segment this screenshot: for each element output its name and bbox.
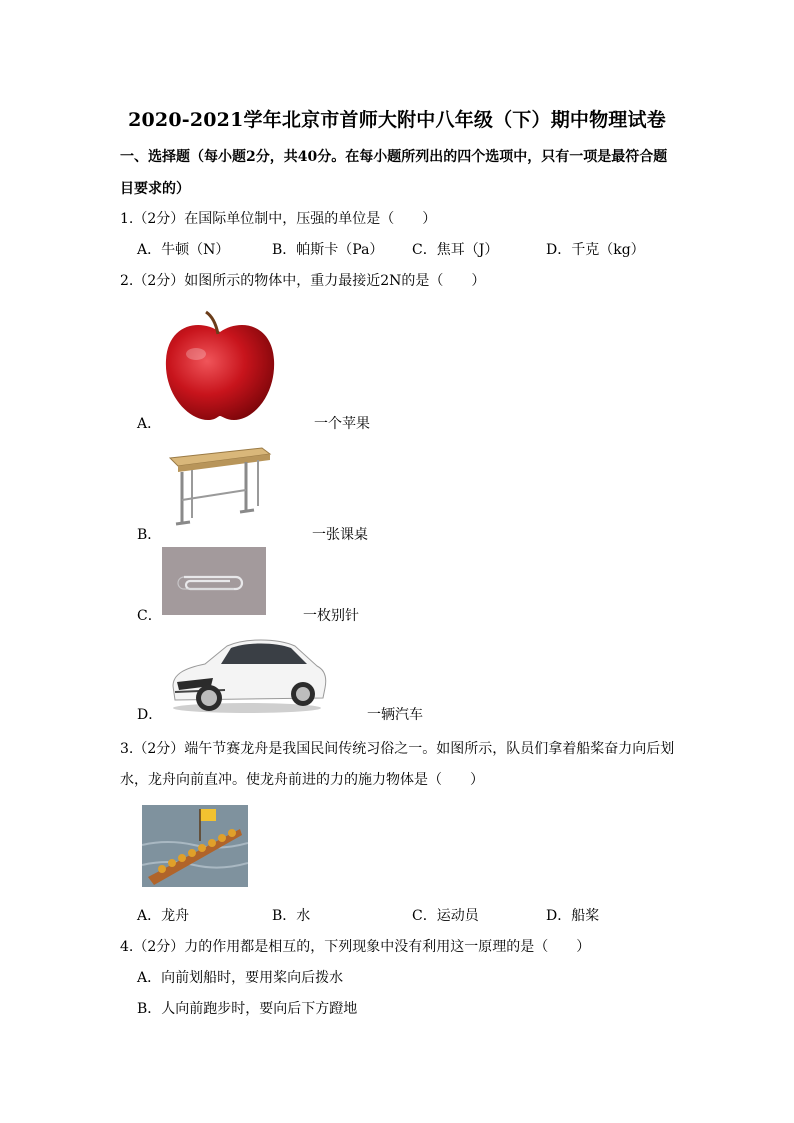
q4-option-b: B．人向前跑步时，要向后下方蹬地 (137, 1001, 358, 1017)
car-image (165, 632, 329, 716)
desk-image (162, 440, 272, 530)
question-3-stem-line1: 3.（2分）端午节赛龙舟是我国民间传统习俗之一。如图所示，队员们拿着船桨奋力向后划 (120, 741, 675, 757)
question-2-stem: 2.（2分）如图所示的物体中，重力最接近2N的是（ ） (120, 273, 486, 289)
q1-option-c: C．焦耳（J） (412, 242, 499, 258)
q3-option-d: D．船桨 (546, 908, 600, 924)
q2-option-b-letter: B． (137, 527, 162, 543)
apple-image (160, 308, 280, 426)
section-heading-line1: 一、选择题（每小题2分，共40分。在每小题所列出的四个选项中，只有一项是最符合题 (120, 149, 668, 165)
q2-option-d-letter: D． (137, 707, 163, 723)
dragon-boat-image (142, 805, 248, 887)
q3-option-b: B．水 (272, 908, 311, 924)
q2-option-d-caption: 一辆汽车 (367, 707, 423, 723)
q2-option-b-caption: 一张课桌 (312, 527, 368, 543)
q1-option-d: D．千克（kg） (546, 242, 645, 258)
q4-option-a: A．向前划船时，要用桨向后拨水 (137, 970, 344, 986)
q1-option-b: B．帕斯卡（Pa） (272, 242, 384, 258)
page-title: 2020-2021学年北京市首师大附中八年级（下）期中物理试卷 (128, 109, 666, 131)
q3-option-c: C．运动员 (412, 908, 479, 924)
q2-option-a-letter: A． (137, 416, 162, 432)
question-4-stem: 4.（2分）力的作用都是相互的，下列现象中没有利用这一原理的是（ ） (120, 939, 591, 955)
section-heading-line2: 目要求的） (120, 181, 190, 197)
q2-option-c-caption: 一枚别针 (303, 608, 359, 624)
q3-option-a: A．龙舟 (137, 908, 190, 924)
q2-option-a-caption: 一个苹果 (314, 416, 370, 432)
q1-option-a: A．牛顿（N） (137, 242, 230, 258)
q2-option-c-letter: C． (137, 608, 162, 624)
paperclip-image (162, 547, 266, 615)
question-3-stem-line2: 水，龙舟向前直冲。使龙舟前进的力的施力物体是（ ） (120, 772, 484, 788)
question-1-stem: 1.（2分）在国际单位制中，压强的单位是（ ） (120, 211, 437, 227)
